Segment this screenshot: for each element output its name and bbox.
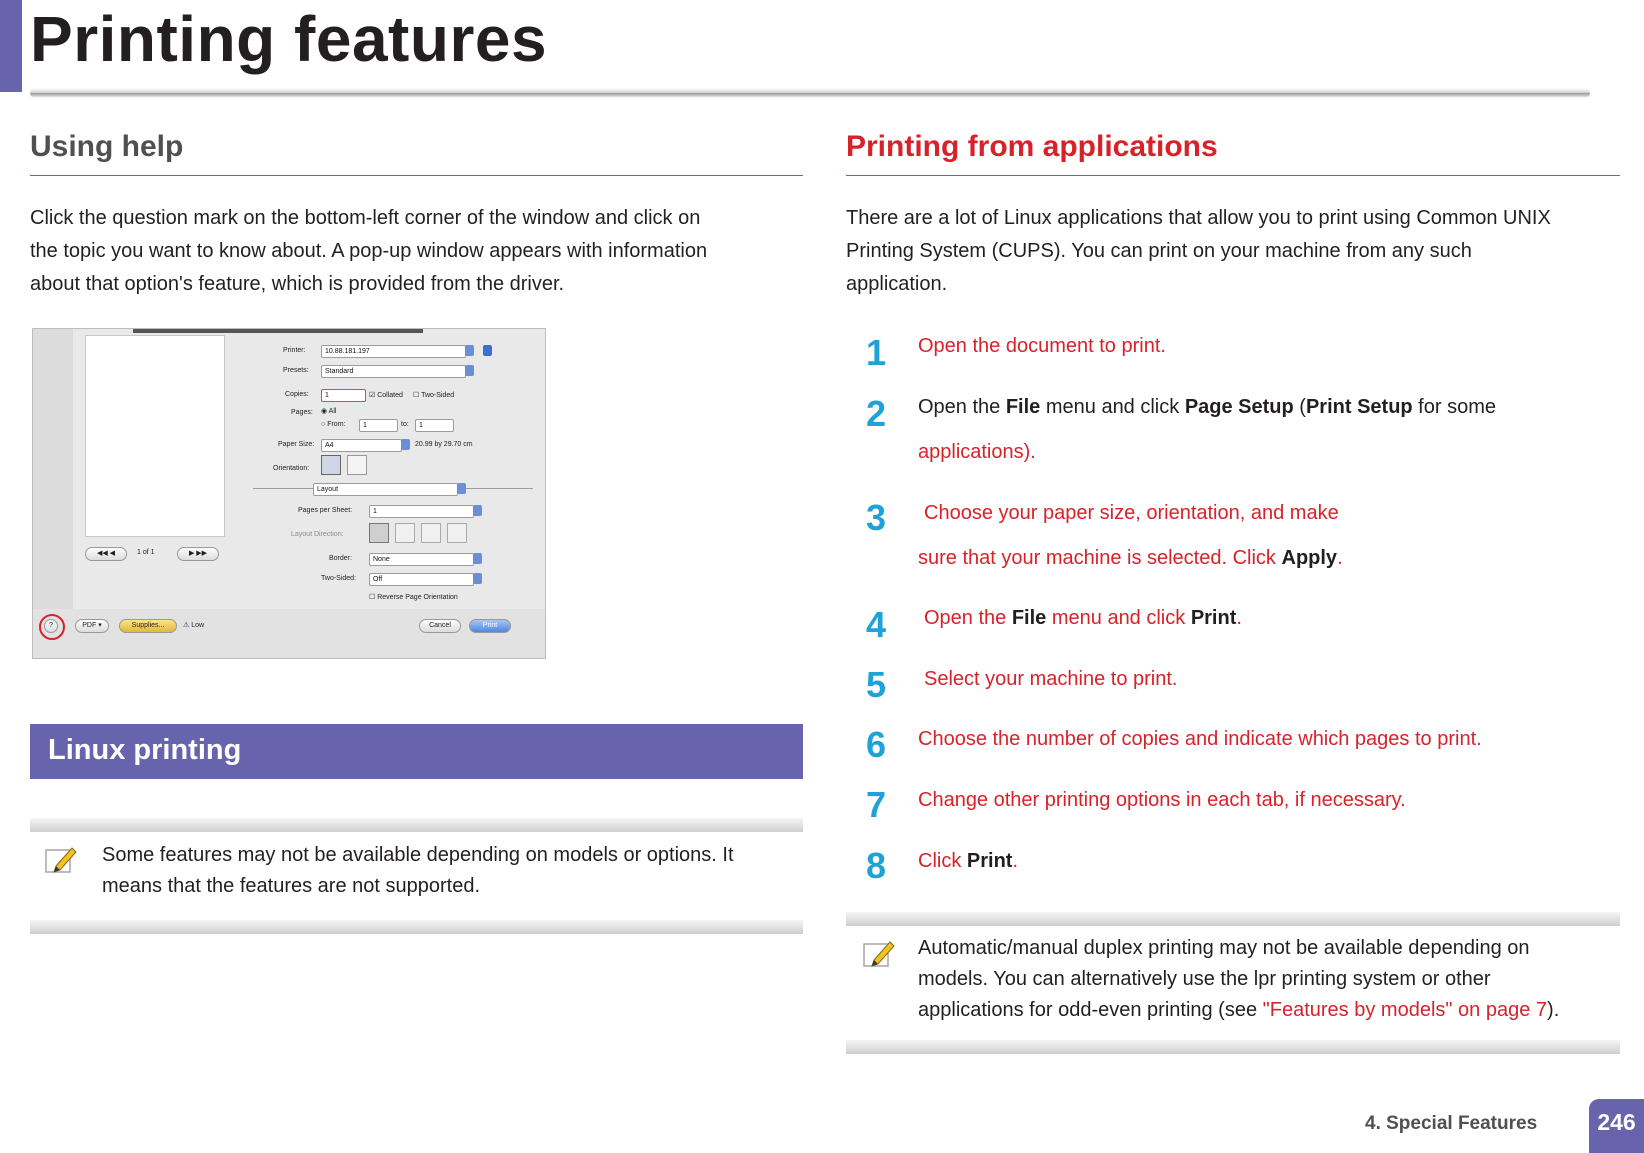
reverse-orientation-label: Reverse Page Orientation — [377, 594, 458, 601]
step-bold: File — [1011, 607, 1047, 629]
left-note-text — [102, 840, 734, 902]
step-bold: Print — [966, 850, 1013, 872]
step-text-part: Open the — [924, 607, 1012, 629]
pages-from-radio[interactable]: ○ From: — [321, 421, 346, 428]
pager-label: 1 of 1 — [137, 549, 155, 556]
left-note-line: means that the features are not supported. — [102, 875, 481, 897]
reverse-orientation-checkbox[interactable]: ☐ Reverse Page Orientation — [369, 594, 458, 601]
step-text-continuation — [918, 547, 1343, 570]
border-select[interactable]: None — [369, 553, 474, 566]
step-number: 5 — [866, 664, 887, 705]
dialog-top-edge — [133, 329, 423, 333]
cancel-button[interactable]: Cancel — [419, 619, 461, 633]
step-number: 8 — [866, 845, 887, 886]
section-select[interactable]: Layout — [313, 483, 458, 496]
page-preview — [85, 335, 225, 537]
step-text-part: . — [1236, 607, 1242, 629]
pencil-icon — [44, 842, 78, 881]
step-text: Open the document to print. — [918, 335, 1166, 357]
footer-section-label: 4. Special Features — [1365, 1113, 1538, 1134]
using-help-line: about that option's feature, which is provided from the driver. — [30, 273, 565, 295]
step-text — [918, 850, 1018, 873]
using-help-line: the topic you want to know about. A pop-up window appears with information — [30, 240, 708, 262]
landscape-icon[interactable] — [347, 455, 367, 475]
printer-select[interactable]: 10.88.181.197 — [321, 345, 466, 358]
title-rule — [30, 88, 1590, 98]
layout-direction-label: Layout Direction: — [291, 531, 344, 538]
help-button[interactable]: ? — [44, 619, 58, 633]
note-top-bar — [30, 818, 803, 832]
step-number: 2 — [866, 393, 887, 434]
using-help-line: Click the question mark on the bottom-left corner of the window and click on — [30, 207, 701, 229]
right-note-text-part: ). — [1547, 999, 1560, 1021]
step-text-part: Click — [918, 850, 967, 872]
layout-direction-z-icon[interactable] — [369, 523, 389, 543]
pager-next-button[interactable]: ▶ ▶▶ — [177, 547, 219, 561]
right-note-line — [918, 995, 1559, 1026]
page-number: 246 — [1597, 1109, 1636, 1135]
using-help-heading: Using help — [30, 130, 184, 163]
step-text: Change other printing options in each tab, if necessary. — [918, 789, 1406, 811]
step-text: Choose the number of copies and indicate which pages to print. — [918, 728, 1482, 750]
pager-prev-button[interactable]: ◀◀ ◀ — [85, 547, 127, 561]
note-bottom-bar — [30, 920, 803, 934]
paper-dimensions: 20.99 by 29.70 cm — [415, 441, 473, 448]
step-text-part: ( — [1293, 396, 1306, 418]
layout-direction-s-icon[interactable] — [395, 523, 415, 543]
disclosure-button[interactable] — [483, 345, 492, 356]
header-accent-bar — [0, 0, 22, 92]
printing-from-applications-rule — [846, 175, 1620, 176]
step-text-part: . — [1012, 850, 1019, 872]
note-bottom-bar — [846, 1040, 1620, 1054]
two-sided-checkbox[interactable]: ☐ Two-Sided — [413, 392, 455, 399]
section-stepper[interactable] — [457, 483, 466, 494]
step-bold: File — [1005, 396, 1041, 418]
pages-per-sheet-label: Pages per Sheet: — [298, 507, 353, 514]
step-text-part: menu and click — [1040, 396, 1185, 418]
pages-label: Pages: — [291, 409, 313, 416]
from-input[interactable]: 1 — [359, 419, 398, 432]
two-sided-select-label: Two-Sided: — [321, 575, 357, 582]
step-number: 4 — [866, 604, 887, 645]
step-text-part: sure that your machine is selected. Click — [918, 547, 1282, 569]
step-text: Select your machine to print. — [924, 668, 1178, 690]
step-bold: Page Setup — [1184, 396, 1294, 418]
pages-from-label: From: — [327, 421, 346, 428]
linux-printing-heading: Linux printing — [48, 734, 242, 766]
printer-stepper[interactable] — [465, 345, 474, 356]
presets-label: Presets: — [283, 367, 309, 374]
step-text — [924, 607, 1242, 630]
right-note-text-part: applications for odd-even printing (see — [918, 999, 1263, 1021]
step-number: 7 — [866, 784, 887, 825]
low-supply-warning: ⚠ Low — [183, 622, 205, 629]
pages-all-radio[interactable]: ◉ All — [321, 408, 337, 415]
right-note-line: models. You can alternatively use the lpr printing system or other — [918, 968, 1491, 990]
page-title: Printing features — [30, 3, 548, 75]
two-sided-stepper[interactable] — [473, 573, 482, 584]
supplies-button[interactable]: Supplies... — [119, 619, 177, 633]
pages-per-sheet-stepper[interactable] — [473, 505, 482, 516]
step-number: 3 — [866, 497, 887, 538]
left-note-line: Some features may not be available depending on models or options. It — [102, 844, 734, 866]
to-input[interactable]: 1 — [415, 419, 454, 432]
intro-line: Printing System (CUPS). You can print on your machine from any such — [846, 240, 1472, 262]
using-help-body — [30, 202, 707, 301]
pdf-button[interactable]: PDF ▾ — [75, 619, 109, 633]
paper-size-stepper[interactable] — [401, 439, 410, 450]
print-button[interactable]: Print — [469, 619, 511, 633]
step-text-part: Open the — [918, 396, 1006, 418]
step-text-continuation: applications). — [918, 441, 1036, 463]
presets-stepper[interactable] — [465, 365, 474, 376]
step-number: 6 — [866, 724, 887, 765]
step-bold: Print Setup — [1305, 396, 1413, 418]
pages-all-label: All — [328, 408, 337, 415]
page-number-badge — [1589, 1099, 1644, 1153]
step-bold: Print — [1190, 607, 1237, 629]
border-label: Border: — [329, 555, 352, 562]
printer-label: Printer: — [283, 347, 306, 354]
paper-size-select[interactable]: A4 — [321, 439, 402, 452]
features-by-models-link[interactable]: "Features by models" on page 7 — [1262, 999, 1548, 1021]
copies-label: Copies: — [285, 391, 309, 398]
pencil-icon — [862, 936, 896, 975]
printing-from-applications-heading: Printing from applications — [846, 130, 1218, 163]
collated-checkbox[interactable]: ☑ Collated — [369, 392, 403, 399]
step-text-part: for some — [1412, 396, 1496, 418]
right-note-text — [918, 933, 1559, 1026]
step-text — [918, 396, 1496, 419]
low-label: Low — [191, 622, 205, 629]
printing-intro — [846, 202, 1551, 301]
linux-printing-heading-bar — [30, 724, 803, 779]
note-top-bar — [846, 912, 1620, 926]
two-sided-select[interactable]: Off — [369, 573, 474, 586]
step-text: Choose your paper size, orientation, and make — [924, 502, 1339, 524]
presets-select[interactable]: Standard — [321, 365, 466, 378]
step-bold: Apply — [1281, 547, 1338, 569]
using-help-rule — [30, 175, 803, 176]
two-sided-label: Two-Sided — [421, 392, 455, 399]
intro-line: There are a lot of Linux applications that allow you to print using Common UNIX — [846, 207, 1551, 229]
layout-direction-n-alt-icon[interactable] — [447, 523, 467, 543]
layout-direction-n-icon[interactable] — [421, 523, 441, 543]
right-note-line: Automatic/manual duplex printing may not be available depending on — [918, 937, 1530, 959]
step-text-part: . — [1337, 547, 1343, 569]
portrait-icon[interactable] — [321, 455, 341, 475]
dialog-button-row — [33, 609, 545, 658]
pages-per-sheet-select[interactable]: 1 — [369, 505, 474, 518]
collated-label: Collated — [377, 392, 403, 399]
to-label: to: — [401, 421, 409, 428]
paper-size-label: Paper Size: — [278, 441, 315, 448]
border-stepper[interactable] — [473, 553, 482, 564]
intro-line: application. — [846, 273, 948, 295]
orientation-label: Orientation: — [273, 465, 310, 472]
print-dialog-screenshot — [32, 328, 546, 659]
step-text-part: menu and click — [1046, 607, 1191, 629]
copies-input[interactable]: 1 — [321, 389, 366, 402]
step-number: 1 — [866, 332, 887, 373]
